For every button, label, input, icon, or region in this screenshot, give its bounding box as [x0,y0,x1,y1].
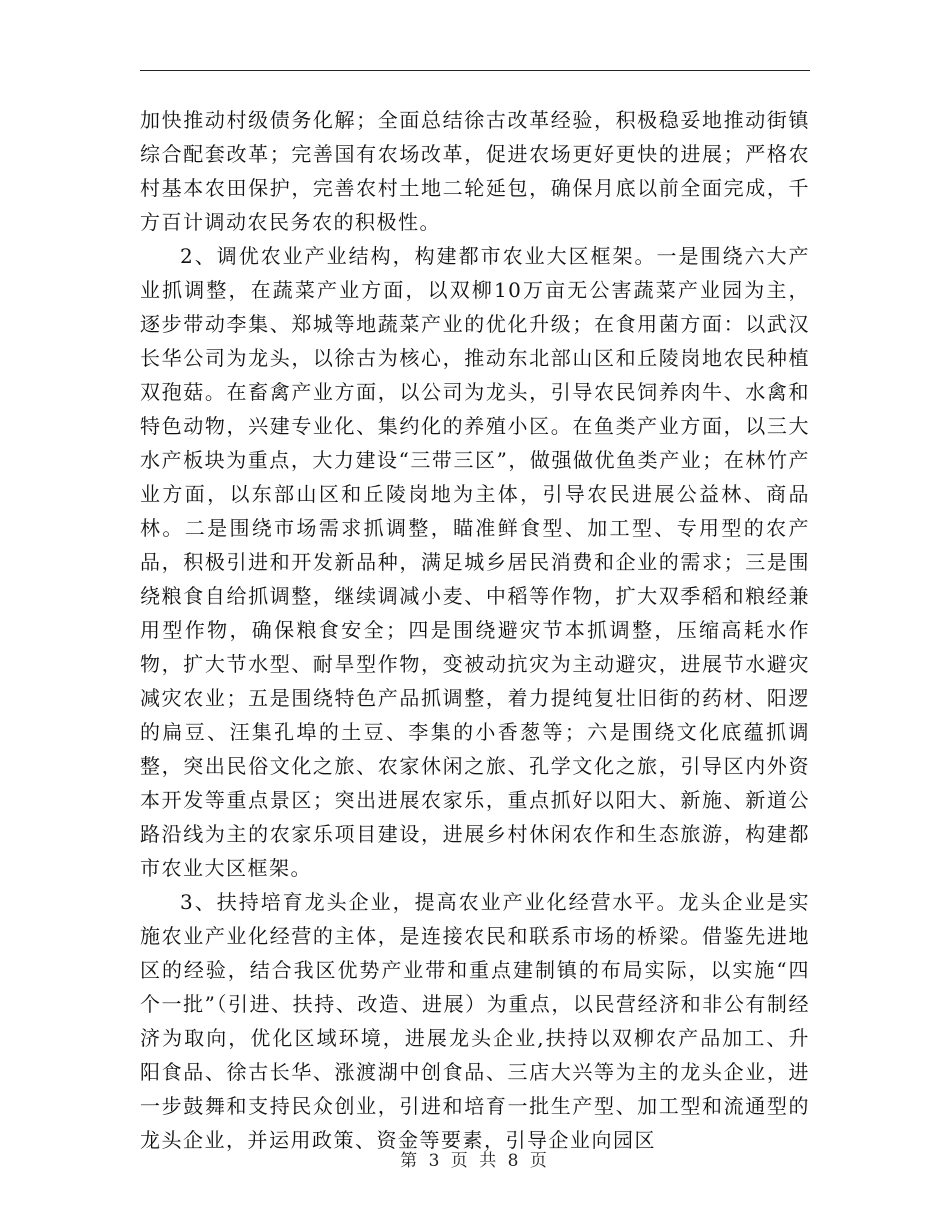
paragraph-3: 3、扶持培育龙头企业，提高农业产业化经营水平。龙头企业是实施农业产业化经营的主体，是连接农民和联系市场的桥梁。借鉴先进地区的经验，结合我区优势产业带和重点建制镇的布局实际，以实施“四个一批”（引进、扶持、改造、进展）为重点，以民营经济和非公有制经济为取向，优化区域环境，进展龙头企业,扶持以双柳农产品加工、升阳食品、徐古长华、涨渡湖中创食品、三店大兴等为主的龙头企业，进一步鼓舞和支持民众创业，引进和培育一批生产型、加工型和流通型的龙头企业，并运用政策、资金等要素，引导企业向园区 [140,890,810,1152]
paragraph-1: 加快推动村级债务化解；全面总结徐古改革经验，积极稳妥地推动街镇综合配套改革；完善国有农场改革，促进农场更好更快的进展；严格农村基本农田保护，完善农村土地二轮延包，确保月底以前全面完成，千方百计调动农民务农的积极性。 [140,108,810,234]
document-body [140,103,810,1157]
header-rule [140,70,810,71]
paragraph-2: 2、调优农业产业结构，构建都市农业大区框架。一是围绕六大产业抓调整，在蔬菜产业方面，以双柳10万亩无公害蔬菜产业园为主，逐步带动李集、郑城等地蔬菜产业的优化升级；在食用菌方面：以武汉长华公司为龙头，以徐古为核心，推动东北部山区和丘陵岗地农民种植双孢菇。在畜禽产业方面，以公司为龙头，引导农民饲养肉牛、水禽和特色动物，兴建专业化、集约化的养殖小区。在鱼类产业方面，以三大水产板块为重点，大力建设“三带三区”，做强做优鱼类产业；在林竹产业方面，以东部山区和丘陵岗地为主体，引导农民进展公益林、商品林。二是围绕市场需求抓调整，瞄准鲜食型、加工型、专用型的农产品，积极引进和开发新品种，满足城乡居民消费和企业的需求；三是围绕粮食自给抓调整，继续调减小麦、中稻等作物，扩大双季稻和粮经兼用型作物，确保粮食安全；四是围绕避灾节本抓调整，压缩高耗水作物，扩大节水型、耐旱型作物，变被动抗灾为主动避灾，进展节水避灾减灾农业；五是围绕特色产品抓调整，着力提纯复壮旧街的药材、阳逻的扁豆、汪集孔埠的土豆、李集的小香葱等；六是围绕文化底蕴抓调整，突出民俗文化之旅、农家休闲之旅、孔学文化之旅，引导区内外资本开发等重点景区；突出进展农家乐，重点抓好以阳大、新施、新道公路沿线为主的农家乐项目建设，进展乡村休闲农作和生态旅游，构建都市农业大区框架。 [140,244,810,880]
page-number: 第 3 页 共 8 页 [400,1151,550,1171]
